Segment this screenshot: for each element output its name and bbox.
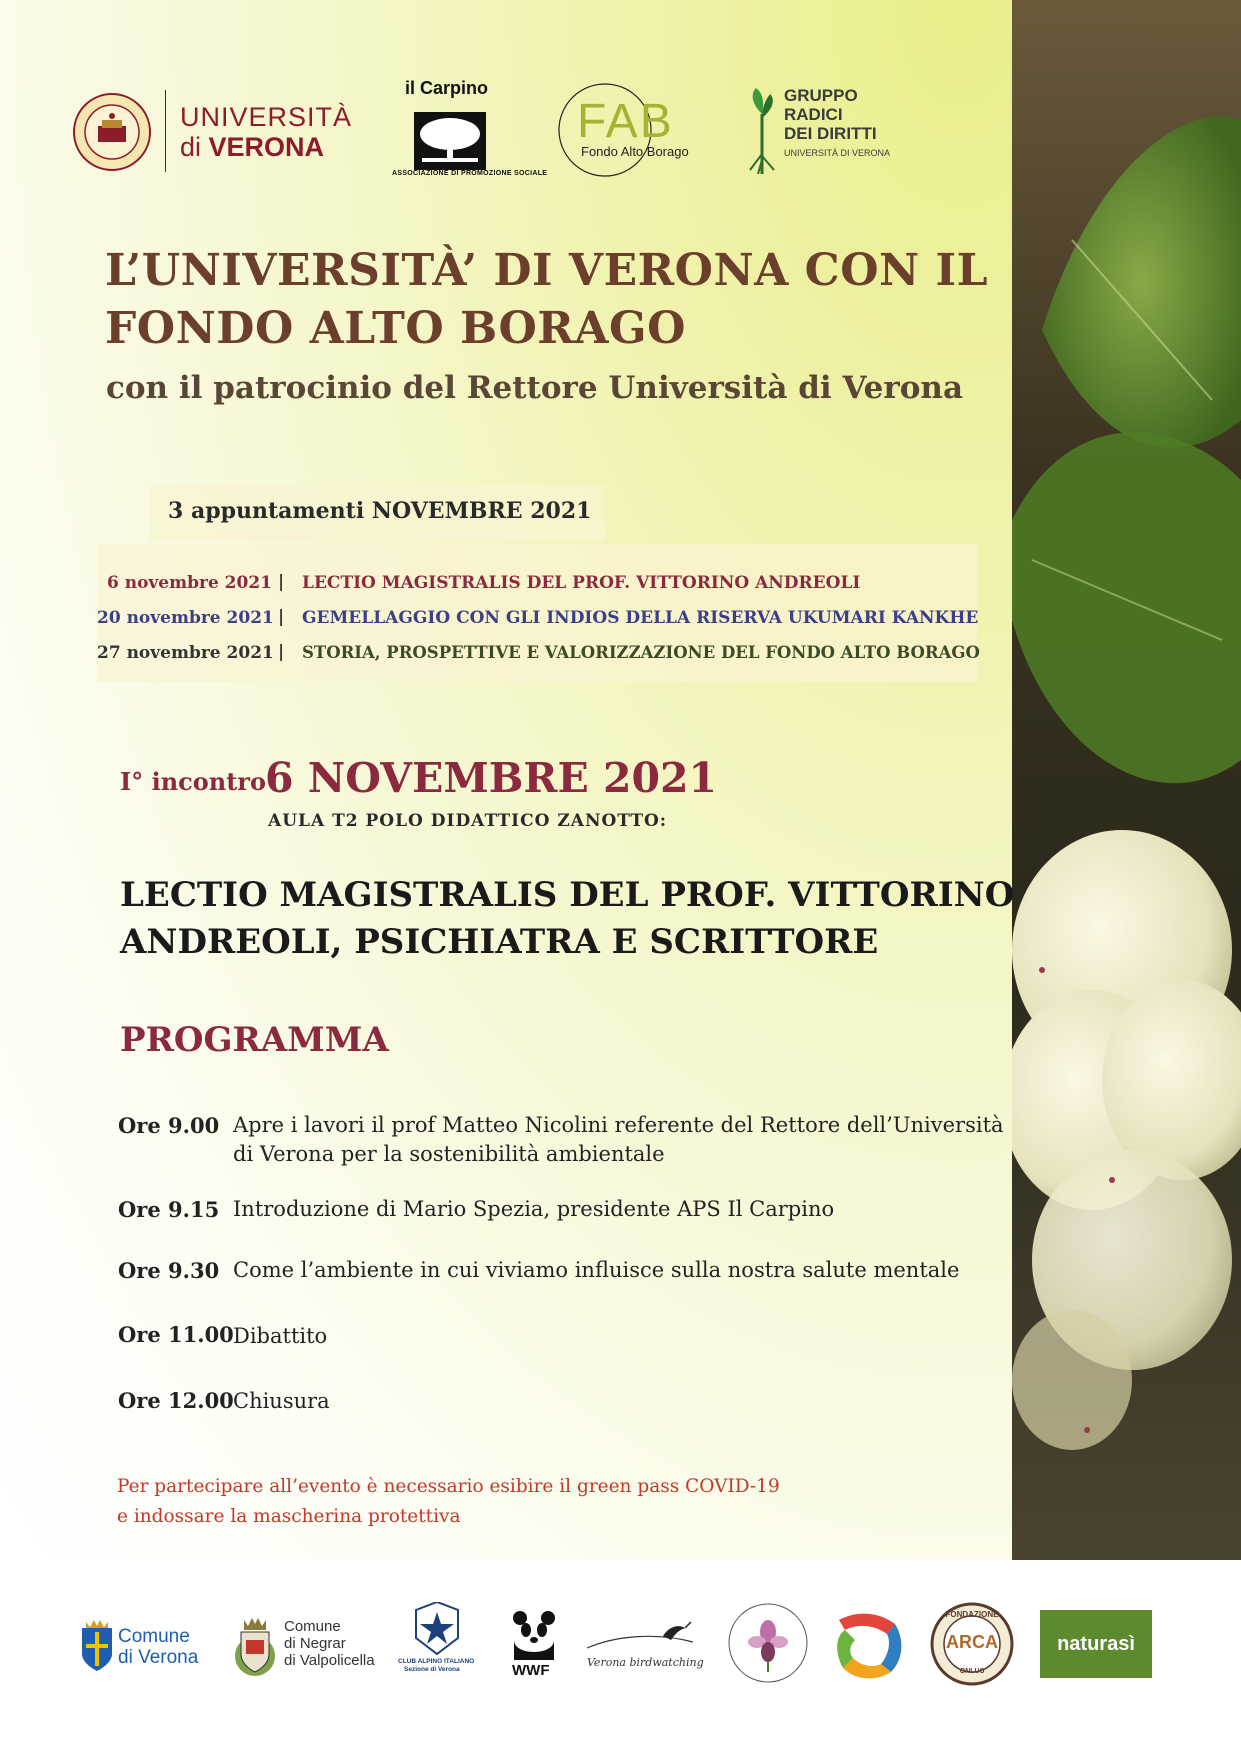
main-subtitle: con il patrocinio del Rettore Università di Verona (106, 370, 964, 406)
cai-text (398, 1658, 474, 1674)
schedule-sep-3: | (278, 642, 285, 662)
naturasi-text: naturasì (1057, 1632, 1135, 1655)
covid-notice-line1: Per partecipare all’evento è necessario esibire il green pass COVID-19 (117, 1476, 780, 1497)
gruppo-line3: DEI DIRITTI (784, 124, 877, 143)
programma-desc-line1: Apre i lavori il prof Matteo Nicolini referente del Rettore dell’Università (233, 1113, 1004, 1137)
arca-top-text: FONDAZIONE (945, 1610, 999, 1619)
gruppo-text (784, 86, 877, 143)
leaf-flower-image (1012, 0, 1241, 1560)
cai-line1: CLUB ALPINO ITALIANO (398, 1658, 475, 1665)
schedule-title-1: LECTIO MAGISTRALIS DEL PROF. VITTORINO ANDREOLI (302, 573, 861, 593)
birdwatching-text: Verona birdwatching (587, 1656, 704, 1669)
carpino-name: il Carpino (405, 78, 489, 98)
univr-verona: VERONA (208, 132, 325, 162)
divider (165, 90, 166, 172)
verona-line2: di Verona (118, 1647, 199, 1668)
comune-negrar-logo (232, 1606, 382, 1684)
fab-logo (555, 80, 695, 180)
programma-time: Ore 12.00 (118, 1388, 234, 1413)
schedule-sep-1: | (278, 572, 285, 592)
negrar-line1: Comune (284, 1618, 341, 1635)
incontro-date: 6 NOVEMBRE 2021 (265, 754, 718, 802)
giros-logo (727, 1602, 809, 1684)
colorful-partner-logo (833, 1606, 909, 1682)
main-title-line1: L’UNIVERSITÀ’ DI VERONA CON IL (105, 245, 989, 296)
gruppo-line4: UNIVERSITÀ DI VERONA (784, 148, 891, 158)
arca-mid-text: ARCA (946, 1632, 998, 1652)
univr-seal-logo (72, 92, 152, 172)
comune-verona-logo (80, 1610, 220, 1680)
gruppo-line1: GRUPPO (784, 86, 858, 105)
lectio-title-line1: LECTIO MAGISTRALIS DEL PROF. VITTORINO (120, 875, 1015, 915)
univr-di: di (180, 132, 209, 162)
ribbon-mark-icon (833, 1606, 909, 1682)
covid-notice (117, 1472, 780, 1532)
programma-time: Ore 9.15 (118, 1197, 220, 1222)
cai-line2: Sezione di Verona (404, 1666, 460, 1673)
panda-icon (510, 1610, 558, 1660)
partner-logos-top (0, 78, 1012, 182)
schedule-title-2: GEMELLAGGIO CON GLI INDIOS DELLA RISERVA UKUMARI KANKHE (302, 608, 979, 628)
negrar-text (284, 1618, 375, 1669)
verona-line1: Comune (118, 1626, 190, 1647)
schedule-sep-2: | (278, 607, 285, 627)
negrar-crest-icon (232, 1610, 278, 1680)
fondazione-arca-logo (930, 1602, 1014, 1686)
programma-time: Ore 9.00 (118, 1113, 220, 1138)
lectio-title-line2: ANDREOLI, PSICHIATRA E SCRITTORE (120, 922, 879, 962)
carpino-arc-text: ASSOCIAZIONE DI PROMOZIONE SOCIALE (392, 170, 548, 177)
arca-bottom-text: ONLUS (959, 1668, 985, 1675)
programma-desc: Introduzione di Mario Spezia, presidente APS Il Carpino (233, 1197, 835, 1221)
programma-desc-line2: di Verona per la sostenibilità ambientale (233, 1142, 665, 1166)
verona-crest-icon (80, 1618, 114, 1672)
programma-time: Ore 11.00 (118, 1322, 234, 1347)
bird-icon (585, 1618, 697, 1654)
programma-heading: PROGRAMMA (120, 1020, 389, 1060)
comune-verona-text (118, 1626, 198, 1668)
programma-desc: Come l’ambiente in cui viviamo influisce sulla nostra salute mentale (233, 1258, 960, 1282)
orchid-icon (727, 1602, 809, 1684)
programma-desc (233, 1111, 1004, 1169)
programma-time: Ore 9.30 (118, 1258, 220, 1283)
gruppo-radici-logo (744, 84, 904, 176)
schedule-date-2: 20 novembre 2021 (97, 608, 274, 628)
univr-name-line2 (180, 132, 324, 163)
incontro-label: I° incontro (120, 767, 266, 796)
main-title-line2: FONDO ALTO BORAGO (105, 303, 686, 354)
naturasi-logo (1040, 1610, 1152, 1678)
negrar-line2: di Negrar (284, 1635, 346, 1652)
sprout-icon (744, 84, 780, 174)
partner-logos-bottom (0, 1600, 1241, 1690)
event-location: AULA T2 POLO DIDATTICO ZANOTTO: (268, 811, 668, 831)
programma-desc: Chiusura (233, 1389, 330, 1413)
univr-name-line1: UNIVERSITÀ (180, 102, 353, 132)
negrar-line3: di Valpolicella (284, 1652, 375, 1669)
programma-desc: Dibattito (233, 1324, 328, 1348)
schedule-title-3: STORIA, PROSPETTIVE E VALORIZZAZIONE DEL FONDO ALTO BORAGO (302, 643, 980, 662)
covid-notice-line2: e indossare la mascherina protettiva (117, 1506, 461, 1527)
schedule-date-3: 27 novembre 2021 (97, 643, 274, 663)
cai-logo (398, 1602, 474, 1682)
wwf-logo (508, 1610, 562, 1682)
il-carpino-logo (382, 78, 548, 182)
cai-star-icon (412, 1602, 462, 1656)
appointments-header: 3 appuntamenti NOVEMBRE 2021 (168, 498, 592, 524)
schedule-date-1: 6 novembre 2021 (106, 573, 272, 593)
wwf-text: WWF (512, 1662, 550, 1679)
verona-birdwatching-logo (585, 1618, 704, 1678)
fab-letters: FAB (577, 95, 674, 148)
nature-photo (1012, 0, 1241, 1560)
gruppo-line2: RADICI (784, 105, 843, 124)
fab-caption: Fondo Alto Borago (581, 144, 689, 159)
